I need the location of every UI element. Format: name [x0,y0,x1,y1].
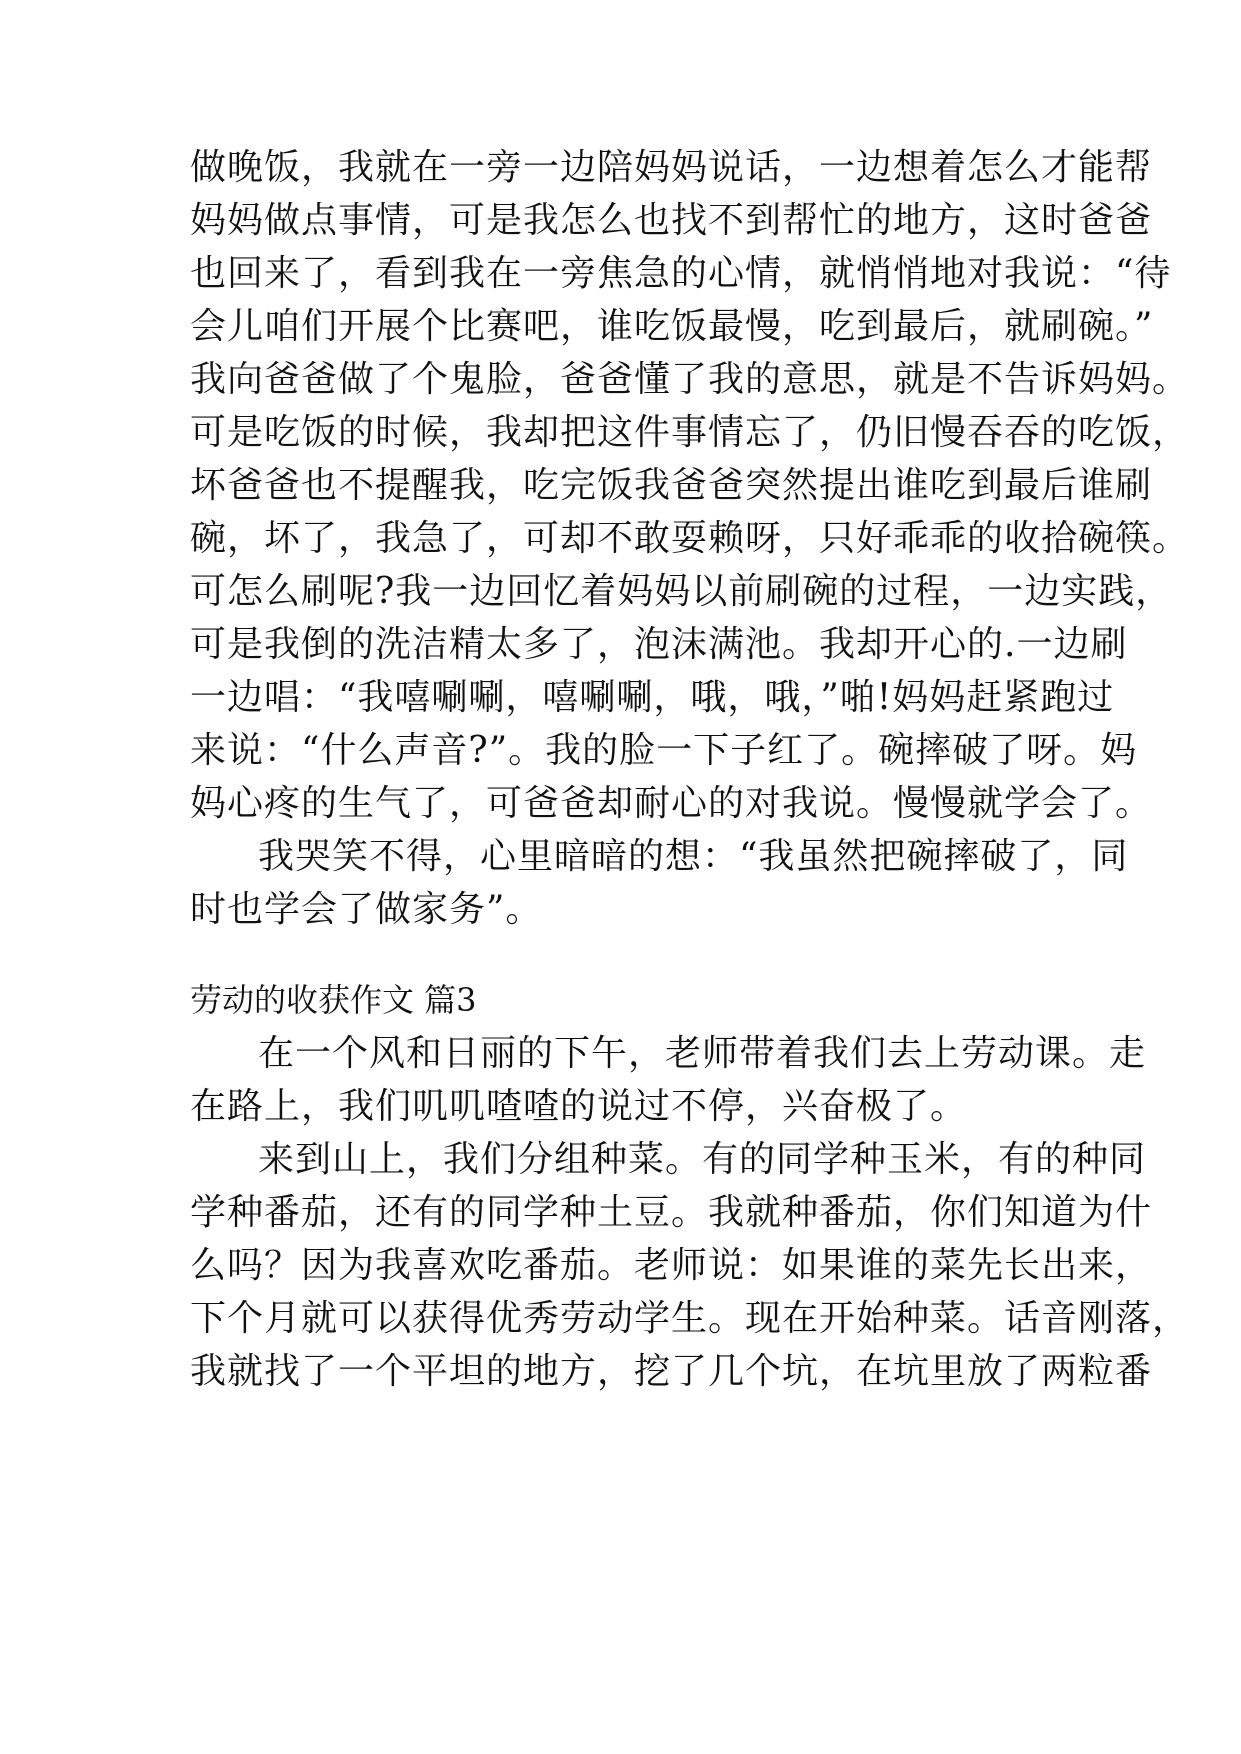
paragraph-1-line: 妈心疼的生气了，可爸爸却耐心的对我说。慢慢就学会了。 [190,783,1153,824]
section-heading: 劳动的收获作文 篇3 [190,981,477,1019]
paragraph-1-line: 会儿咱们开展个比赛吧，谁吃饭最慢，吃到最后，就刷碗。” [190,306,1154,347]
paragraph-1-line: 来说：“什么声音?”。我的脸一下子红了。碗摔破了呀。妈 [190,730,1138,771]
paragraph-1-line: 妈妈做点事情，可是我怎么也找不到帮忙的地方，这时爸爸 [190,200,1153,241]
paragraph-1-line: 碗，坏了，我急了，可却不敢耍赖呀，只好乖乖的收拾碗筷。 [190,518,1190,559]
paragraph-1-line: 可是我倒的洗洁精太多了，泡沫满池。我却开心的.一边刷 [190,624,1128,665]
paragraph-4-line: 么吗？因为我喜欢吃番茄。老师说：如果谁的菜先长出来， [190,1245,1153,1286]
paragraph-1-line: 可怎么刷呢?我一边回忆着妈妈以前刷碗的过程，一边实践， [190,571,1173,612]
paragraph-1-line: 可是吃饭的时候，我却把这件事情忘了，仍旧慢吞吞的吃饭， [190,412,1190,453]
paragraph-1-line: 一边唱：“我嘻唰唰，嘻唰唰，哦，哦，”啪!妈妈赶紧跑过 [190,677,1115,718]
paragraph-3-line: 在一个风和日丽的下午，老师带着我们去上劳动课。走 [258,1033,1147,1074]
paragraph-4-line: 我就找了一个平坦的地方，挖了几个坑，在坑里放了两粒番 [190,1351,1153,1392]
paragraph-4-line: 学种番茄，还有的同学种土豆。我就种番茄，你们知道为什 [190,1192,1153,1233]
paragraph-1-line: 也回来了，看到我在一旁焦急的心情，就悄悄地对我说：“待 [190,253,1172,294]
paragraph-3-line: 在路上，我们叽叽喳喳的说过不停，兴奋极了。 [190,1086,968,1127]
paragraph-2-line: 我哭笑不得，心里暗暗的想：“我虽然把碗摔破了，同 [258,836,1129,877]
paragraph-1-line: 做晚饭，我就在一旁一边陪妈妈说话，一边想着怎么才能帮 [190,147,1153,188]
paragraph-2-line: 时也学会了做家务”。 [190,889,543,930]
paragraph-1-line: 我向爸爸做了个鬼脸，爸爸懂了我的意思，就是不告诉妈妈。 [190,359,1190,400]
paragraph-1-line: 坏爸爸也不提醒我，吃完饭我爸爸突然提出谁吃到最后谁刷 [190,465,1153,506]
paragraph-4-line: 来到山上，我们分组种菜。有的同学种玉米，有的种同 [258,1139,1147,1180]
paragraph-4-line: 下个月就可以获得优秀劳动学生。现在开始种菜。话音刚落， [190,1298,1190,1339]
